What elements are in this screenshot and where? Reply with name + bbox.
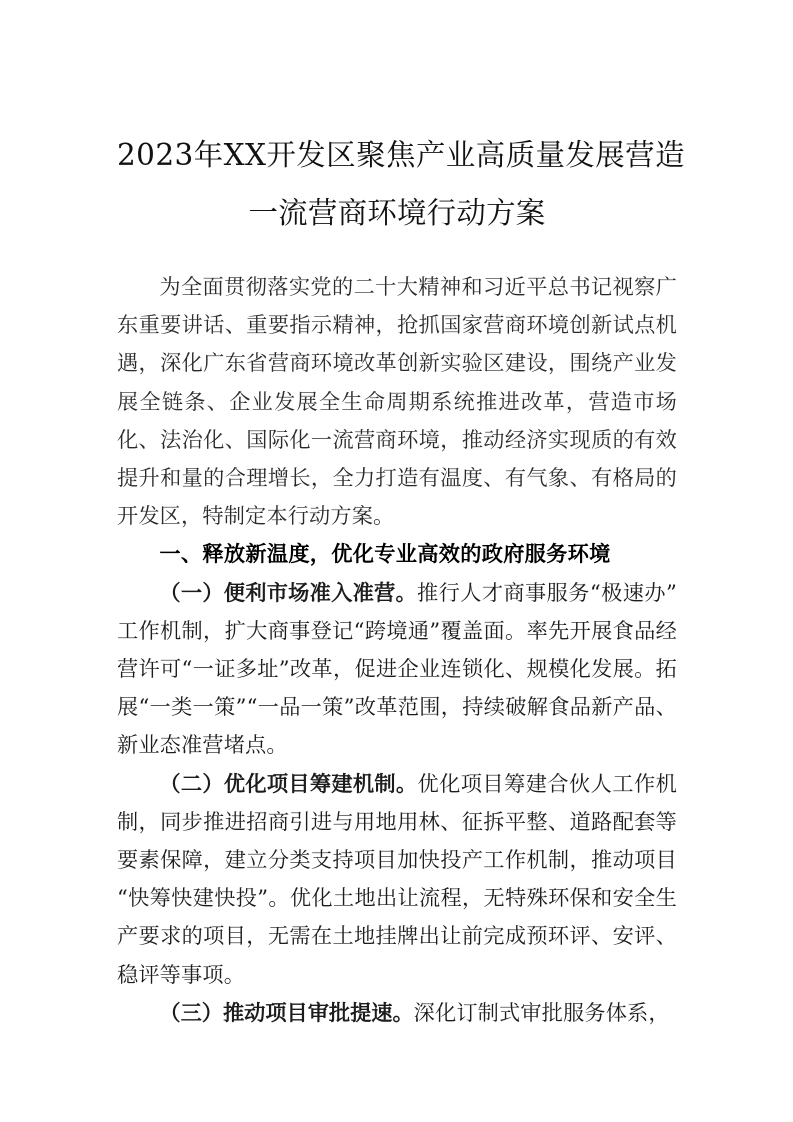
document-body xyxy=(117,268,677,1032)
item-two-body: 优化项目筹建合伙人工作机制，同步推进招商引进与用地用林、征拆平整、道路配套等要素保障，建立分类支持项目加快投产工作机制，推动项目“快筹快建快投”。优化土地出让流程，无特殊环保和安全生产要求的项目，无需在土地挂牌出让前完成预环评、安评、稳评等事项。 xyxy=(117,770,677,987)
item-two-paragraph xyxy=(117,765,677,994)
item-two-lead: （二）优化项目筹建机制。 xyxy=(159,770,418,796)
page-title-line-2: 一流营商环境行动方案 xyxy=(248,196,546,230)
item-three-paragraph xyxy=(117,994,677,1032)
item-one-body: 推行人才商事服务“极速办”工作机制，扩大商事登记“跨境通”覆盖面。率先开展食品经营许可“一证多址”改革，促进企业连锁化、规模化发展。拓展“一类一策”“一品一策”改革范围，持续破解食品新产品、新业态准营堵点。 xyxy=(117,579,677,758)
page-title-line-1: 2023年XX开发区聚焦产业高质量发展营造 xyxy=(117,138,685,172)
item-three-lead: （三）推动项目审批提速。 xyxy=(159,999,414,1025)
intro-paragraph: 为全面贯彻落实党的二十大精神和习近平总书记视察广东重要讲话、重要指示精神，抢抓国家营商环境创新试点机遇，深化广东省营商环境改革创新实验区建设，围绕产业发展全链条、企业发展全生命周期系统推进改革，营造市场化、法治化、国际化一流营商环境，推动经济实现质的有效提升和量的合理增长，全力打造有温度、有气象、有格局的开发区，特制定本行动方案。 xyxy=(117,274,677,529)
page-content-column xyxy=(117,0,685,1032)
item-one-lead: （一）便利市场准入准营。 xyxy=(159,579,417,605)
item-one-paragraph xyxy=(117,574,677,765)
section-heading-one: 一、释放新温度，优化专业高效的政府服务环境 xyxy=(159,541,611,567)
page-title xyxy=(117,0,685,242)
item-three-body: 深化订制式审批服务体系， xyxy=(413,999,670,1025)
